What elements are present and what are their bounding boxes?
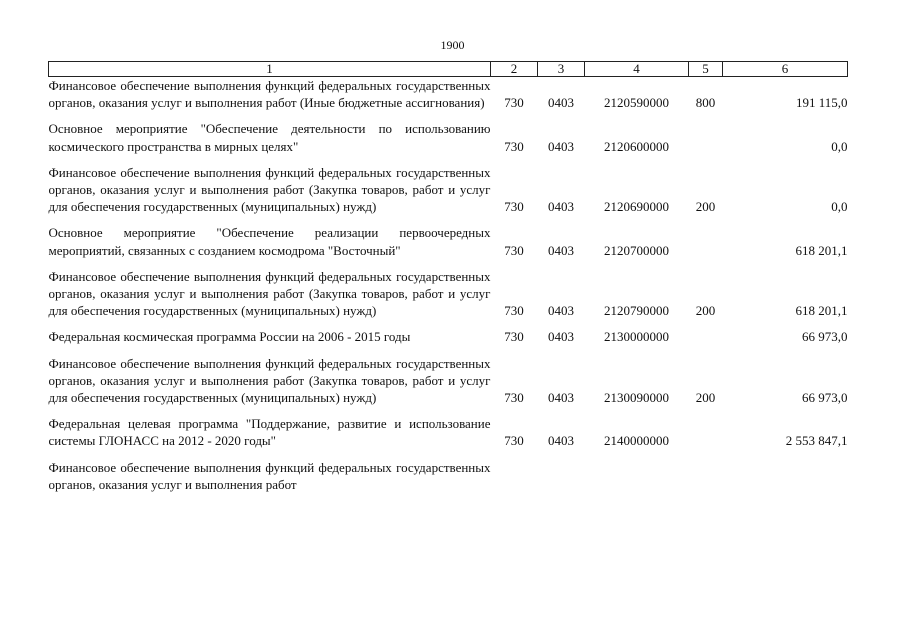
- table-row: [49, 459, 848, 493]
- row-target-code: 2120600000: [604, 138, 669, 154]
- row-description: Основное мероприятие "Обеспечение реализации первоочередных мероприятий, связанных с созданием космодрома "Восточный": [48, 225, 491, 258]
- row-expense-type: 200: [695, 199, 716, 215]
- row-expense-type: [689, 415, 723, 449]
- row-expense-type: 200: [695, 303, 716, 319]
- row-expense-type: [689, 120, 723, 154]
- row-target-code: 2130000000: [604, 329, 669, 345]
- row-ministry-code: 730: [504, 242, 524, 258]
- row-ministry-code: 730: [504, 95, 524, 111]
- budget-table: [48, 61, 848, 493]
- row-section-code: 0403: [548, 303, 574, 319]
- row-expense-type: [689, 328, 723, 345]
- row-description: Финансовое обеспечение выполнения функций федеральных государственных органов, оказания услуг и выполнения работ (Закупка товаров, работ и услуг для обеспечения государственных (муниципальных) нужд): [48, 164, 491, 215]
- table-row: [49, 415, 848, 449]
- row-section-code: [538, 459, 585, 493]
- row-section-code: 0403: [548, 138, 574, 154]
- table-row: [49, 328, 848, 345]
- row-expense-type: 200: [695, 390, 716, 406]
- row-description: Федеральная целевая программа "Поддержание, развитие и использование системы ГЛОНАСС на 2012 - 2020 годы": [48, 416, 491, 449]
- row-section-code: 0403: [548, 199, 574, 215]
- row-ministry-code: 730: [504, 329, 524, 345]
- table-row: [49, 120, 848, 154]
- column-header-1: 1: [49, 62, 491, 77]
- table-row: [49, 164, 848, 216]
- row-target-code: 2120700000: [604, 242, 669, 258]
- row-amount: 66 973,0: [802, 390, 848, 406]
- row-target-code: 2120690000: [604, 199, 669, 215]
- row-ministry-code: [491, 459, 538, 493]
- row-amount: 66 973,0: [802, 329, 848, 345]
- page-number: 1900: [440, 38, 465, 52]
- row-target-code: [585, 459, 689, 493]
- row-section-code: 0403: [548, 329, 574, 345]
- column-header-6: 6: [723, 62, 848, 77]
- column-header-5: 5: [689, 62, 723, 77]
- table-row: [49, 224, 848, 258]
- column-header-2: 2: [491, 62, 538, 77]
- row-description: Федеральная космическая программа России на 2006 - 2015 годы: [48, 329, 411, 345]
- row-section-code: 0403: [548, 433, 574, 449]
- column-header-row: [49, 62, 848, 77]
- row-amount: [723, 459, 848, 493]
- row-expense-type: [689, 224, 723, 258]
- column-header-4: 4: [585, 62, 689, 77]
- row-amount: 618 201,1: [795, 303, 848, 319]
- row-ministry-code: 730: [504, 303, 524, 319]
- row-section-code: 0403: [548, 95, 574, 111]
- row-ministry-code: 730: [504, 199, 524, 215]
- row-amount: 618 201,1: [795, 242, 848, 258]
- table-row: [49, 77, 848, 112]
- row-expense-type: 800: [695, 95, 716, 111]
- row-expense-type: [689, 459, 723, 493]
- row-amount: 0,0: [831, 138, 848, 154]
- row-section-code: 0403: [548, 242, 574, 258]
- row-section-code: 0403: [548, 390, 574, 406]
- row-amount: 191 115,0: [795, 95, 848, 111]
- row-amount: 0,0: [831, 199, 848, 215]
- row-amount: 2 553 847,1: [785, 433, 848, 449]
- row-description: Финансовое обеспечение выполнения функций федеральных государственных органов, оказания услуг и выполнения работ: [48, 459, 491, 492]
- row-ministry-code: 730: [504, 138, 524, 154]
- row-description: Финансовое обеспечение выполнения функций федеральных государственных органов, оказания услуг и выполнения работ (Закупка товаров, работ и услуг для обеспечения государственных (муниципальных) нужд): [48, 355, 491, 406]
- row-description: Финансовое обеспечение выполнения функций федеральных государственных органов, оказания услуг и выполнения работ (Закупка товаров, работ и услуг для обеспечения государственных (муниципальных) нужд): [48, 268, 491, 319]
- row-target-code: 2140000000: [604, 433, 669, 449]
- row-ministry-code: 730: [504, 433, 524, 449]
- table-row: [49, 268, 848, 320]
- row-description: Основное мероприятие "Обеспечение деятельности по использованию космического пространства в мирных целях": [48, 121, 491, 154]
- row-target-code: 2120790000: [604, 303, 669, 319]
- row-target-code: 2120590000: [604, 95, 669, 111]
- row-target-code: 2130090000: [604, 390, 669, 406]
- row-ministry-code: 730: [504, 390, 524, 406]
- table-row: [49, 355, 848, 407]
- row-description: Финансовое обеспечение выполнения функций федеральных государственных органов, оказания услуг и выполнения работ (Иные бюджетные ассигнования): [48, 78, 491, 111]
- column-header-3: 3: [538, 62, 585, 77]
